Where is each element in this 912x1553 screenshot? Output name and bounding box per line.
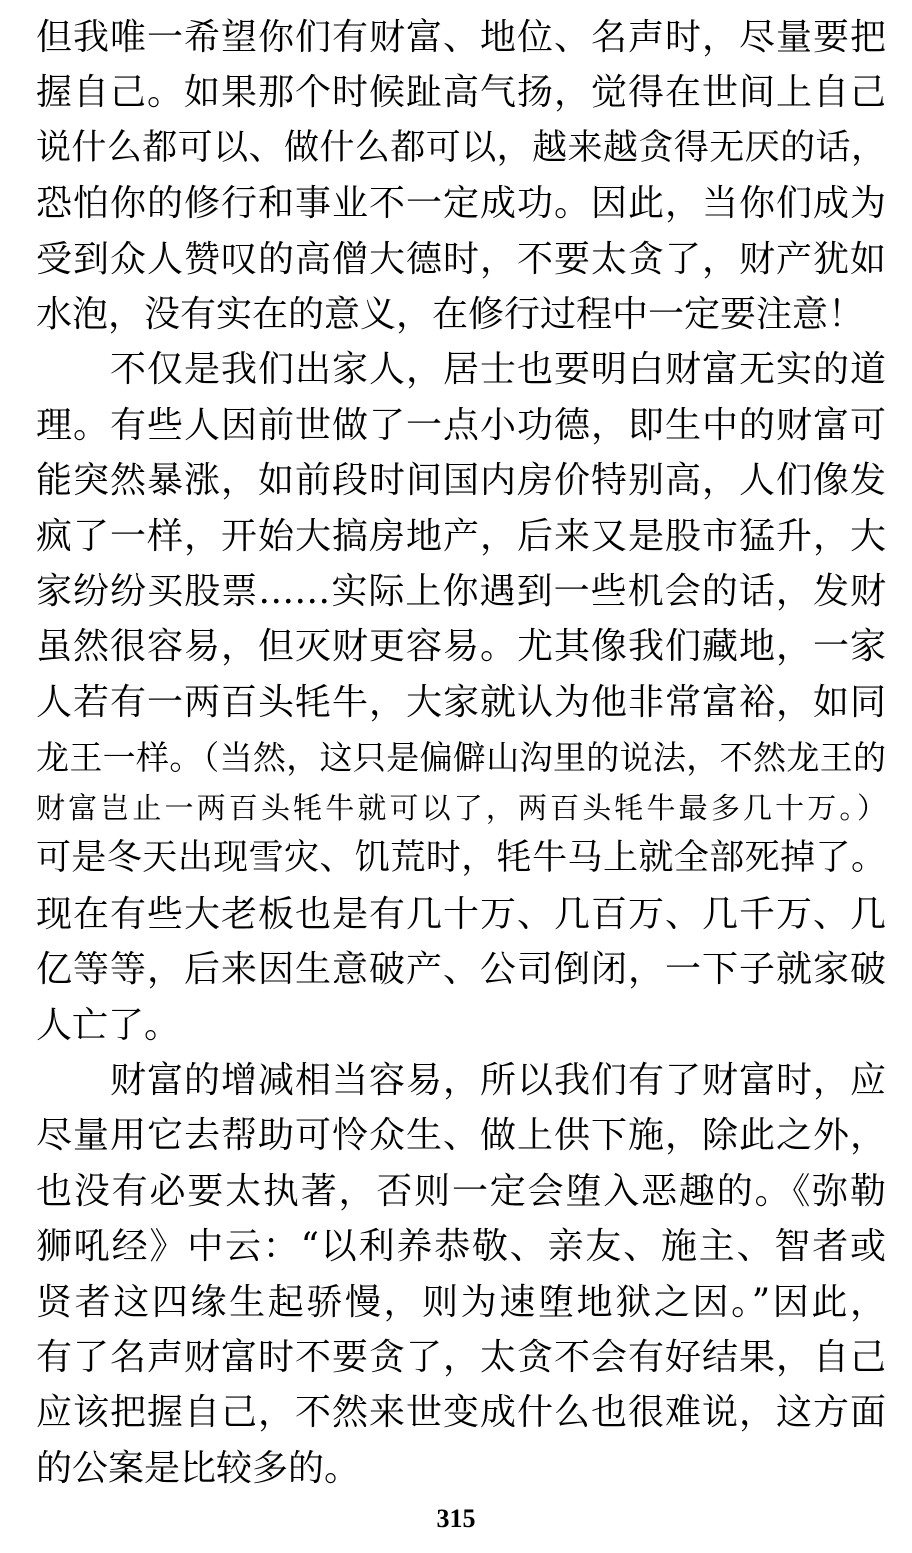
text-line: 恐怕你的修行和事业不一定成功。因此，当你们成为: [36, 183, 886, 225]
text-line: 亿等等，后来因生意破产、公司倒闭，一下子就家破: [36, 949, 886, 991]
text-line: 不仅是我们出家人，居士也要明白财富无实的道: [36, 349, 886, 391]
text-line: 现在有些大老板也是有几十万、几百万、几千万、几: [36, 893, 886, 935]
text-line: 受到众人赞叹的高僧大德时，不要太贪了，财产犹如: [36, 238, 886, 280]
text-line: 说什么都可以、做什么都可以，越来越贪得无厌的话，: [36, 127, 886, 168]
text-line: 财富的增减相当容易，所以我们有了财富时，应: [36, 1060, 886, 1102]
text-line: 握自己。如果那个时候趾高气扬，觉得在世间上自己: [36, 72, 886, 114]
text-line: 理。有些人因前世做了一点小功德，即生中的财富可: [36, 404, 886, 446]
text-line: 可是冬天出现雪灾、饥荒时，牦牛马上就全部死掉了。: [36, 838, 886, 879]
text-line: 家纷纷买股票……实际上你遇到一些机会的话，发财: [36, 570, 886, 612]
text-line: 水泡，没有实在的意义，在修行过程中一定要注意！: [36, 293, 865, 335]
parenthetical-note-line: 财富岂止一两百头牦牛就可以了，两百头牦牛最多几十万。）: [36, 791, 886, 826]
text-line: 疯了一样，开始大搞房地产，后来又是股市猛升，大: [36, 515, 886, 557]
text-line: 狮吼经》中云：“以利养恭敬、亲友、施主、智者或: [36, 1226, 886, 1268]
page-number: 315: [436, 1504, 476, 1533]
text-line: 尽量用它去帮助可怜众生、做上供下施，除此之外，: [36, 1115, 886, 1157]
text-line: 的公案是比较多的。: [36, 1447, 361, 1489]
text-line: 人亡了。: [36, 1004, 181, 1046]
text-line: 有了名声财富时不要贪了，太贪不会有好结果，自己: [36, 1336, 886, 1378]
body-text: [36, 10, 886, 1496]
text-line: 人若有一两百头牦牛，大家就认为他非常富裕，如同: [36, 681, 886, 723]
text-line: 虽然很容易，但灭财更容易。尤其像我们藏地，一家: [36, 626, 886, 668]
text-line: 也没有必要太执著，否则一定会堕入恶趣的。《弥勒: [36, 1170, 886, 1212]
text-line: 能突然暴涨，如前段时间国内房价特别高，人们像发: [36, 460, 886, 502]
text-line: 龙王一样。（当然，这只是偏僻山沟里的说法，不然龙王的: [36, 738, 886, 778]
text-line: 贤者这四缘生起骄慢，则为速堕地狱之因。”因此，: [36, 1281, 886, 1323]
text-line: 应该把握自己，不然来世变成什么也很难说，这方面: [36, 1392, 886, 1434]
text-line: 但我唯一希望你们有财富、地位、名声时，尽量要把: [36, 17, 886, 58]
